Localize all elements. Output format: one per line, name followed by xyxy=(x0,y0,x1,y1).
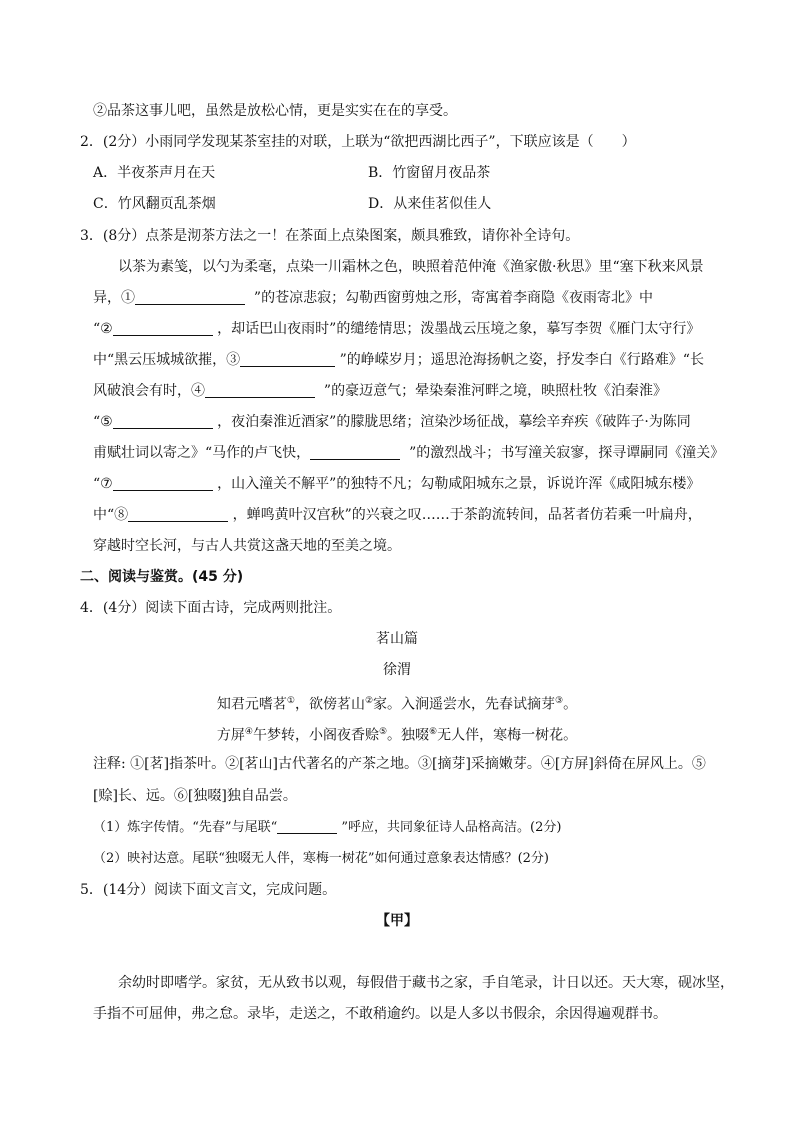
option-c: C．竹风翻页乱茶烟 xyxy=(93,196,216,212)
answer-blank[interactable] xyxy=(113,413,213,429)
paragraph-line xyxy=(93,412,691,432)
answer-blank[interactable] xyxy=(205,382,315,398)
text-segment: 中“⑧ xyxy=(93,507,129,523)
text-segment: 风破浪会有时，④ xyxy=(93,383,205,399)
question-4: 4．(4分）阅读下面古诗，完成两则批注。 xyxy=(80,600,342,616)
paragraph-line xyxy=(93,505,702,525)
text-line: ②品茶这事儿吧，虽然是放松心情，更是实实在在的享受。 xyxy=(93,103,457,119)
text-segment: （1）炼字传情。“先春”与尾联“ xyxy=(93,820,278,835)
section-heading: 二、阅读与鉴赏。(45 分) xyxy=(80,569,244,585)
verse-text: 。 xyxy=(563,696,578,713)
verse-text: ，欲傍茗山 xyxy=(294,696,365,713)
answer-blank[interactable] xyxy=(277,818,337,834)
paragraph-line xyxy=(93,443,724,463)
answer-blank[interactable] xyxy=(113,320,213,336)
answer-blank[interactable] xyxy=(128,506,228,522)
question-3: 3．(8分）点茶是沏茶方法之一！在茶面上点染图案，颇具雅致，请你补全诗句。 xyxy=(80,228,580,244)
option-b: B．竹窗留月夜品茶 xyxy=(368,165,491,181)
verse-text: 。独啜 xyxy=(387,727,430,744)
option-d: D．从来佳茗似佳人 xyxy=(368,196,492,212)
poem-verse xyxy=(0,722,794,746)
note-mark: ④ xyxy=(244,727,253,737)
note-mark: ② xyxy=(364,696,374,706)
paragraph-line xyxy=(93,381,667,401)
text-segment: ”的豪迈意气；晕染秦淮河畔之境，映照杜牧《泊秦淮》 xyxy=(323,383,668,399)
passage-label: 【甲】 xyxy=(376,913,418,929)
sub-question-2: （2）映衬达意。尾联“独啜无人伴，寒梅一树花”如何通过意象表达情感？(2分) xyxy=(93,851,549,866)
passage-line: 手指不可屈伸，弗之怠。录毕，走送之，不敢稍逾约。以是人多以书假余，余因得遍观群书。 xyxy=(93,1006,667,1022)
note-mark: ③ xyxy=(555,696,564,706)
note-mark: ⑤ xyxy=(378,727,388,737)
annotation-line: [赊]长、远。⑥[独啜]独自品尝。 xyxy=(93,788,297,804)
answer-blank[interactable] xyxy=(240,351,335,367)
answer-blank[interactable] xyxy=(135,289,245,305)
text-segment: ，山入潼关不解平”的独特不凡；勾勒咸阳城东之景，诉说许浑《咸阳城东楼》 xyxy=(217,476,701,492)
paragraph-line: 穿越时空长河，与古人共赏这盏天地的至美之境。 xyxy=(93,538,401,554)
poem-title: 茗山篇 xyxy=(376,631,418,647)
text-segment: ，夜泊秦淮近酒家”的朦胧思绪；渲染沙场征战，摹绘辛弃疾《破阵子·为陈同 xyxy=(217,414,691,430)
text-segment: ”呼应，共同象征诗人品格高洁。(2分) xyxy=(341,820,562,835)
note-mark: ⑥ xyxy=(429,727,438,737)
note-mark: ① xyxy=(286,696,295,706)
verse-text: 方屏 xyxy=(216,727,245,744)
verse-text: 家。入涧遥尝水，先春试摘芽 xyxy=(373,696,556,713)
question-2: 2．(2分）小雨同学发现某茶室挂的对联，上联为“欲把西湖比西子”，下联应该是（ ） xyxy=(80,134,636,150)
text-segment: ”的苍凉悲寂；勾勒西窗剪烛之形，寄寓着李商隐《夜雨寄北》中 xyxy=(253,290,654,306)
text-segment: ，蝉鸣黄叶汉宫秋”的兴衰之叹……于茶韵流转间，品茗者仿若乘一叶扁舟， xyxy=(232,507,702,523)
poem-verse xyxy=(0,691,794,715)
verse-text: 午梦转，小阁夜香赊 xyxy=(252,727,379,744)
text-segment: ”的峥嵘岁月；遥思沧海扬帆之姿，抒发李白《行路难》“长 xyxy=(339,352,704,368)
passage-line: 余幼时即嗜学。家贫，无从致书以观，每假借于藏书之家，手自笔录，计日以还。天大寒，砚冰坚， xyxy=(118,975,734,991)
text-segment: ”的激烈战斗；书写潼关寂寥，探寻谭嗣同《潼关》 xyxy=(409,445,725,461)
sub-question-1 xyxy=(93,818,561,838)
text-segment: 中“黑云压城城欲摧，③ xyxy=(93,352,241,368)
poem-author: 徐渭 xyxy=(383,662,411,678)
text-segment: 甫赋壮词以寄之》“马作的卢飞快， xyxy=(93,445,311,461)
paragraph-line xyxy=(93,319,700,339)
text-segment: 异，① xyxy=(93,290,135,306)
verse-text: 无人伴，寒梅一树花。 xyxy=(437,727,578,744)
paragraph-line: 以茶为素笺，以勺为柔毫，点染一川霜林之色，映照着范仲淹《渔家傲·秋思》里“塞下秋来风景 xyxy=(118,259,704,275)
answer-blank[interactable] xyxy=(310,444,400,460)
option-a: A．半夜茶声月在天 xyxy=(93,165,216,181)
paragraph-line xyxy=(93,350,704,370)
text-segment: “② xyxy=(93,321,113,337)
text-segment: “⑦ xyxy=(93,476,113,492)
answer-blank[interactable] xyxy=(113,475,213,491)
paragraph-line xyxy=(93,288,653,308)
paragraph-line xyxy=(93,474,700,494)
annotation-line: 注释: ①[茗]指茶叶。②[茗山]古代著名的产茶之地。③[摘芽]采摘嫩芽。④[方屏]斜倚在屏风上。⑤ xyxy=(93,756,706,772)
text-segment: ，却话巴山夜雨时”的缱绻情思；泼墨战云压境之象，摹写李贺《雁门太守行》 xyxy=(217,321,701,337)
text-segment: “⑤ xyxy=(93,414,113,430)
question-5: 5．(14分）阅读下面文言文，完成问题。 xyxy=(80,882,337,898)
verse-text: 知君元嗜茗 xyxy=(216,696,287,713)
